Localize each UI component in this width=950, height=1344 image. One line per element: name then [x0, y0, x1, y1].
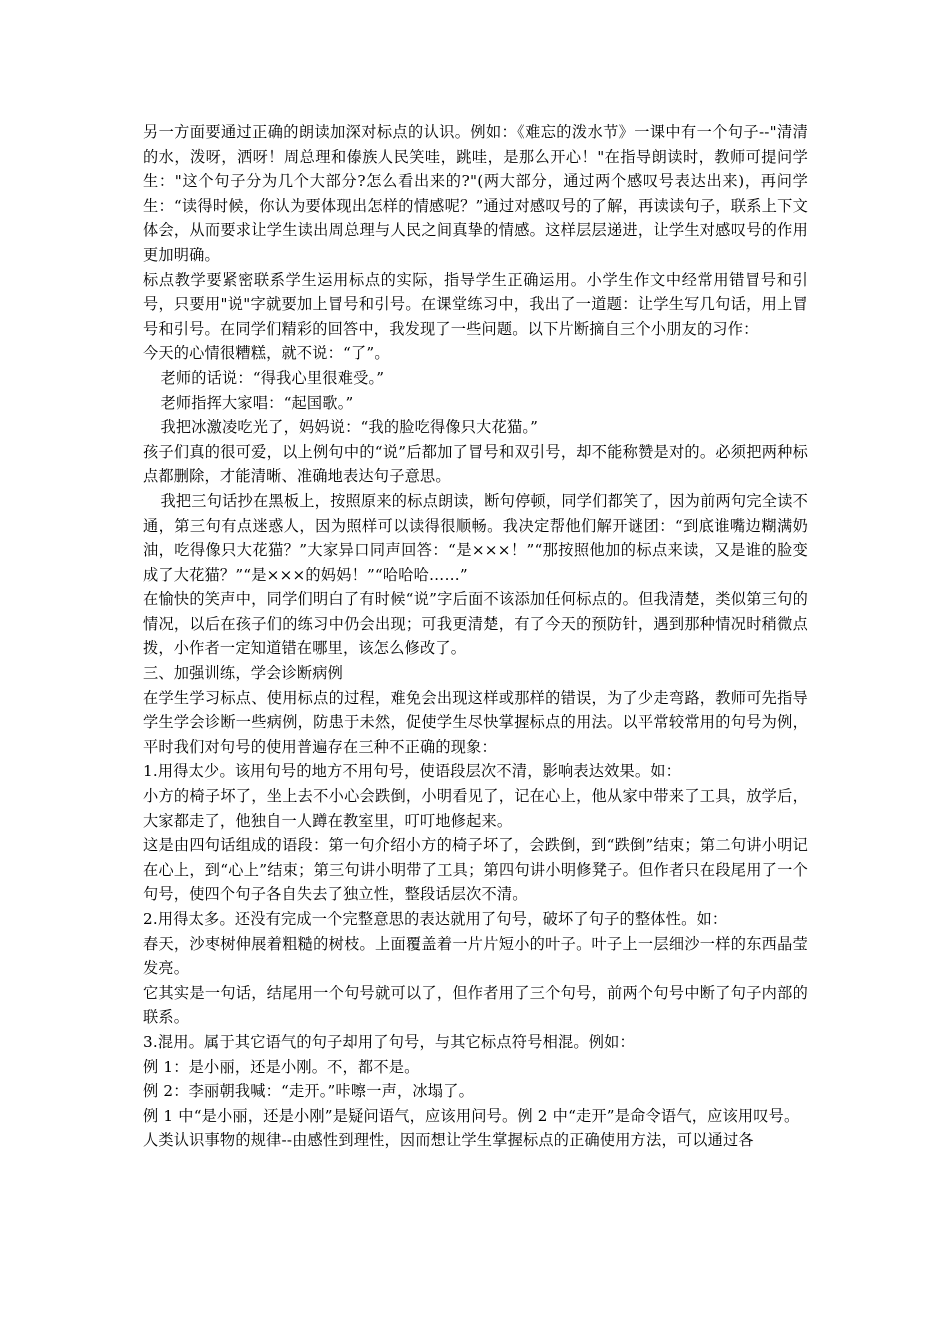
paragraph: 例 1：是小丽，还是小刚。不，都不是。 [143, 1057, 420, 1076]
paragraph: 小方的椅子坏了，坐上去不小心会跌倒，小明看见了，记在心上，他从家中带来了工具，放学后，大家都走了，他独自一人蹲在教室里，叮叮地修起来。 [143, 787, 808, 830]
paragraph: 另一方面要通过正确的朗读加深对标点的认识。例如：《难忘的泼水节》一课中有一个句子--"清清的水，泼呀，洒呀！周总理和傣族人民笑哇，跳哇，是那么开心！"在指导朗读时，教师可提问学生："这个句子分为几个大部分?怎么看出来的?"(两大部分，通过两个感叹号表达出来)，再问学生：“读得时候，你认为要体现出怎样的情感呢？”通过对感叹号的了解，再读读句子，联系上下文体会，从而要求让学生读出周总理与人民之间真挚的情感。这样层层递进，让学生对感叹号的作用更加明确。 [143, 123, 808, 264]
paragraph: 三、加强训练，学会诊断病例 [143, 664, 344, 683]
paragraph: 例 2：李丽朝我喊：“走开。”咔嚓一声，冰塌了。 [143, 1082, 474, 1101]
paragraph: 2.用得太多。还没有完成一个完整意思的表达就用了句号，破坏了句子的整体性。如： [143, 910, 728, 928]
paragraph: 3.混用。属于其它语气的句子却用了句号，与其它标点符号相混。例如： [143, 1032, 635, 1051]
paragraph: 孩子们真的很可爱，以上例句中的“说”后都加了冒号和双引号，却不能称赞是对的。必须把两种标点都删除，才能清晰、准确地表达句子意思。 [143, 442, 808, 486]
paragraph: 我把三句话抄在黑板上，按照原来的标点朗读，断句停顿，同学们都笑了，因为前两句完全读不通，第三句有点迷惑人，因为照样可以读得很顺畅。我决定帮他们解开谜团：“到底谁嘴边糊满奶油，吃得像只大花猫？”大家异口同声回答：“是×××！”“那按照他加的标点来读，又是谁的脸变成了大花猫？”“是×××的妈妈！”“哈哈哈……” [143, 491, 808, 584]
paragraph: 标点教学要紧密联系学生运用标点的实际，指导学生正确运用。小学生作文中经常用错冒号和引号，只要用"说"字就要加上冒号和引号。在课堂练习中，我出了一道题：让学生写几句话，用上冒号和引号。在同学们精彩的回答中，我发现了一些问题。以下片断摘自三个小朋友的习作： [143, 270, 808, 338]
paragraph: 在愉快的笑声中，同学们明白了有时候“说”字后面不该添加任何标点的。但我清楚，类似第三句的情况，以后在孩子们的练习中仍会出现；可我更清楚，有了今天的预防针，遇到那种情况时稍微点拨，小作者一定知道错在哪里，该怎么修改了。 [143, 590, 808, 658]
paragraph: 我把冰激凌吃光了，妈妈说：“我的脸吃得像只大花猫。” [160, 418, 539, 437]
paragraph: 例 1 中“是小丽，还是小刚”是疑问语气，应该用问号。例 2 中“走开”是命令语气，应该用叹号。 [143, 1106, 800, 1125]
paragraph: 它其实是一句话，结尾用一个句号就可以了，但作者用了三个句号，前两个句号中断了句子内部的联系。 [143, 983, 808, 1027]
paragraph: 人类认识事物的规律--由感性到理性，因而想让学生掌握标点的正确使用方法，可以通过各 [143, 1131, 754, 1150]
paragraph: 这是由四句话组成的语段：第一句介绍小方的椅子坏了，会跌倒，到“跌倒”结束；第二句讲小明记在心上，到“心上”结束；第三句讲小明带了工具；第四句讲小明修凳子。但作者只在段尾用了一个句号，使四个句子各自失去了独立性，整段话层次不清。 [143, 836, 808, 904]
paragraph: 老师指挥大家唱：“起国歌。” [160, 393, 354, 412]
paragraph: 今天的心情很糟糕，就不说：“了”。 [143, 344, 390, 363]
paragraph: 在学生学习标点、使用标点的过程，难免会出现这样或那样的错误，为了少走弯路，教师可先指导学生学会诊断一些病例，防患于未然，促使学生尽快掌握标点的用法。以平常较常用的句号为例，平时我们对句号的使用普遍存在三种不正确的现象： [143, 688, 808, 756]
paragraph: 春天，沙枣树伸展着粗糙的树枝。上面覆盖着一片片短小的叶子。叶子上一层细沙一样的东西晶莹发亮。 [143, 934, 808, 978]
document-page [143, 120, 808, 1153]
paragraph: 老师的话说：“得我心里很难受。” [160, 368, 385, 387]
paragraph: 1.用得太少。该用句号的地方不用句号，使语段层次不清，影响表达效果。如： [143, 762, 682, 781]
